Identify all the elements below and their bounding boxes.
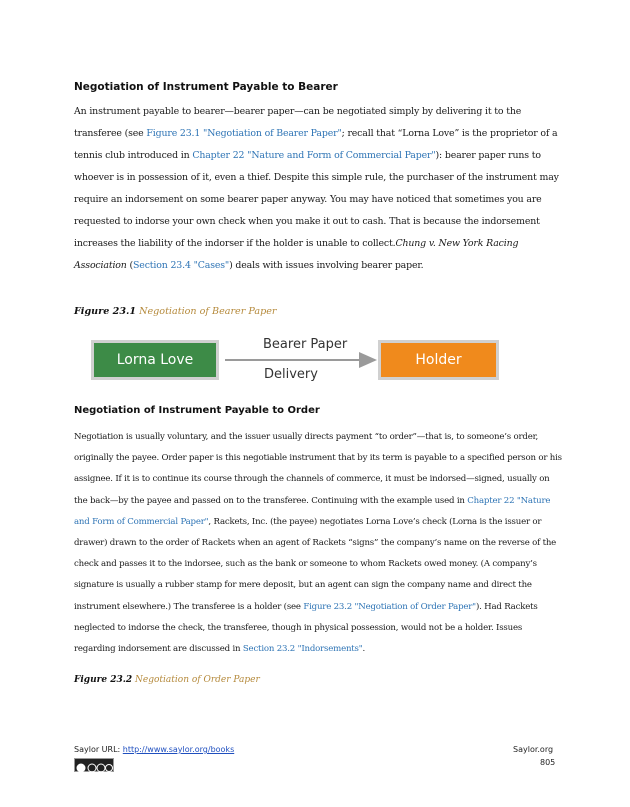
link-figure-23-1[interactable]: Figure 23.1 "Negotiation of Bearer Paper" xyxy=(146,128,342,139)
figure-23-2-caption xyxy=(74,675,260,685)
arrow-label-bottom: Delivery xyxy=(264,367,318,382)
arrow-label-top: Bearer Paper xyxy=(263,337,348,352)
saylor-url-link[interactable]: http://www.saylor.org/books xyxy=(122,745,235,754)
text-run: ( xyxy=(126,260,134,271)
footer-site: Saylor.org xyxy=(513,745,554,754)
page-number: 805 xyxy=(540,758,556,767)
text-run: ). Had Rackets neglected to indorse the check, the transferee, though in physical possession, would not be a holder. Issues regarding indorsement are discussed in xyxy=(74,601,538,655)
case-name: Chung v. New York Racing Association xyxy=(74,238,519,271)
paragraph-order xyxy=(74,427,564,660)
figure-23-1-caption xyxy=(74,306,277,317)
footer-label: Saylor URL: xyxy=(74,745,123,754)
text-run: ) deals with issues involving bearer paper. xyxy=(229,260,424,271)
figure-title: Negotiation of Order Paper xyxy=(135,675,260,685)
link-chapter-22[interactable]: Chapter 22 "Nature and Form of Commercial Paper" xyxy=(192,150,436,161)
section-heading-order: Negotiation of Instrument Payable to Order xyxy=(74,405,320,416)
text-run: , Rackets, Inc. (the payee) negotiates Lorna Love’s check (Lorna is the issuer or drawer) drawn to the order of Rackets when an agent of Rackets “signs” the company’s name on the reverse of the check and passes it to the indorsee, such as the bank or someone to whom Rackets owed money. (A company’s signature is usually a rubber stamp for mere deposit, but an agent can sign the company name and direct the instrument elsewhere.) The transferee is a holder (see xyxy=(74,516,557,612)
link-section-23-2[interactable]: Section 23.2 "Indorsements" xyxy=(242,644,363,655)
figure-number: Figure 23.1 xyxy=(74,306,137,317)
text-run: . xyxy=(362,644,366,655)
text-run: ): bearer paper runs to whoever is in possession of it, even a thief. Despite this simple rule, the purchaser of the instrument may require an indorsement on some bearer paper anyway. You may have noticed that sometimes you are requested to indorse your own check when you make it out to cash. That is because the indorsement increases the liability of the indorser if the holder is unable to collect. xyxy=(74,150,559,249)
text-run: ; recall that “Lorna Love” is the proprietor of a tennis club introduced in xyxy=(74,128,558,161)
link-figure-23-2[interactable]: Figure 23.2 "Negotiation of Order Paper" xyxy=(303,601,476,612)
figure-title: Negotiation of Bearer Paper xyxy=(139,306,277,317)
link-section-23-4[interactable]: Section 23.4 "Cases" xyxy=(133,260,230,271)
bearer-paper-diagram xyxy=(91,332,501,388)
text-run: An instrument payable to bearer—bearer paper—can be negotiated simply by delivering it to the transferee (see xyxy=(74,106,522,139)
section-heading-bearer: Negotiation of Instrument Payable to Bearer xyxy=(74,81,338,93)
creative-commons-icon xyxy=(74,758,114,772)
to-box-holder: Holder xyxy=(378,340,499,380)
link-chapter-22[interactable]: Chapter 22 "Nature and Form of Commercial Paper" xyxy=(74,495,551,527)
footer-url-line xyxy=(74,745,234,754)
paragraph-bearer xyxy=(74,101,564,277)
from-box-lorna-love: Lorna Love xyxy=(91,340,219,380)
text-run: Negotiation is usually voluntary, and the issuer usually directs payment “to order”—that is, to someone’s order, originally the payee. Order paper is this negotiable instrument that by its term is payable to a specified person or his assignee. If it is to continue its course through the channels of commerce, it must be indorsed—signed, usually on the back—by the payee and passed on to the transferee. Continuing with the example used in xyxy=(74,432,562,506)
figure-number: Figure 23.2 xyxy=(74,675,133,685)
